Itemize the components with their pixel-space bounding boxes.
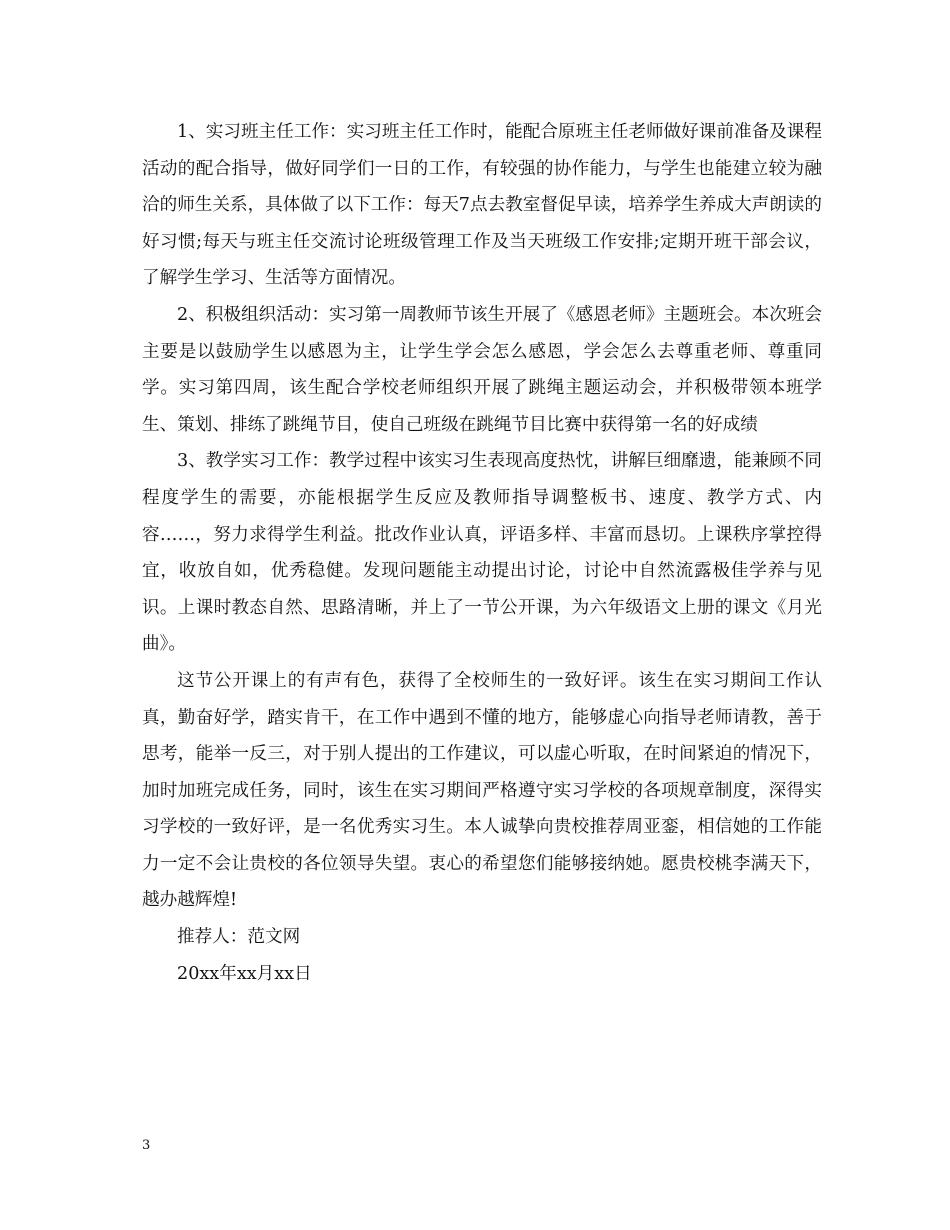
date-line: 20xx年xx月xx日	[177, 963, 312, 984]
paragraph-head-teacher-work: 1、实习班主任工作：实习班主任工作时，能配合原班主任老师做好课前准备及课程活动的配合指导，做好同学们一日的工作，有较强的协作能力，与学生也能建立较为融洽的师生关系，具体做了以下工作：每天7点去教室督促早读，培养学生养成大声朗读的好习惯;每天与班主任交流讨论班级管理工作及当天班级工作安排;定期开班干部会议，了解学生学习、生活等方面情况。	[142, 122, 822, 289]
document-body	[142, 114, 822, 992]
recommender-line: 推荐人：范文网	[177, 927, 301, 948]
paragraph-recommendation: 这节公开课上的有声有色，获得了全校师生的一致好评。该生在实习期间工作认真，勤奋好学，踏实肯干，在工作中遇到不懂的地方，能够虚心向指导老师请教，善于思考，能举一反三，对于别人提出的工作建议，可以虚心听取，在时间紧迫的情况下，加时加班完成任务，同时，该生在实习期间严格遵守实习学校的各项规章制度，深得实习学校的一致好评，是一名优秀实习生。本人诚挚向贵校推荐周亚銮，相信她的工作能力一定不会让贵校的各位领导失望。衷心的希望您们能够接纳她。愿贵校桃李满天下，越办越辉煌!	[142, 670, 822, 911]
paragraph-organize-activities: 2、积极组织活动：实习第一周教师节该生开展了《感恩老师》主题班会。本次班会主要是以鼓励学生以感恩为主，让学生学会怎么感恩，学会怎么去尊重老师、尊重同学。实习第四周，该生配合学校老师组织开展了跳绳主题运动会，并积极带领本班学生、策划、排练了跳绳节目，使自己班级在跳绳节目比赛中获得第一名的好成绩	[142, 304, 822, 435]
paragraph-teaching-practice: 3、教学实习工作：教学过程中该实习生表现高度热忱，讲解巨细靡遗，能兼顾不同程度学生的需要，亦能根据学生反应及教师指导调整板书、速度、教学方式、内容……，努力求得学生利益。批改作业认真，评语多样、丰富而恳切。上课秩序掌控得宜，收放自如，优秀稳健。发现问题能主动提出讨论，讨论中自然流露极佳学养与见识。上课时教态自然、思路清晰，并上了一节公开课，为六年级语文上册的课文《月光曲》。	[142, 451, 822, 655]
page-number: 3	[142, 1138, 151, 1153]
